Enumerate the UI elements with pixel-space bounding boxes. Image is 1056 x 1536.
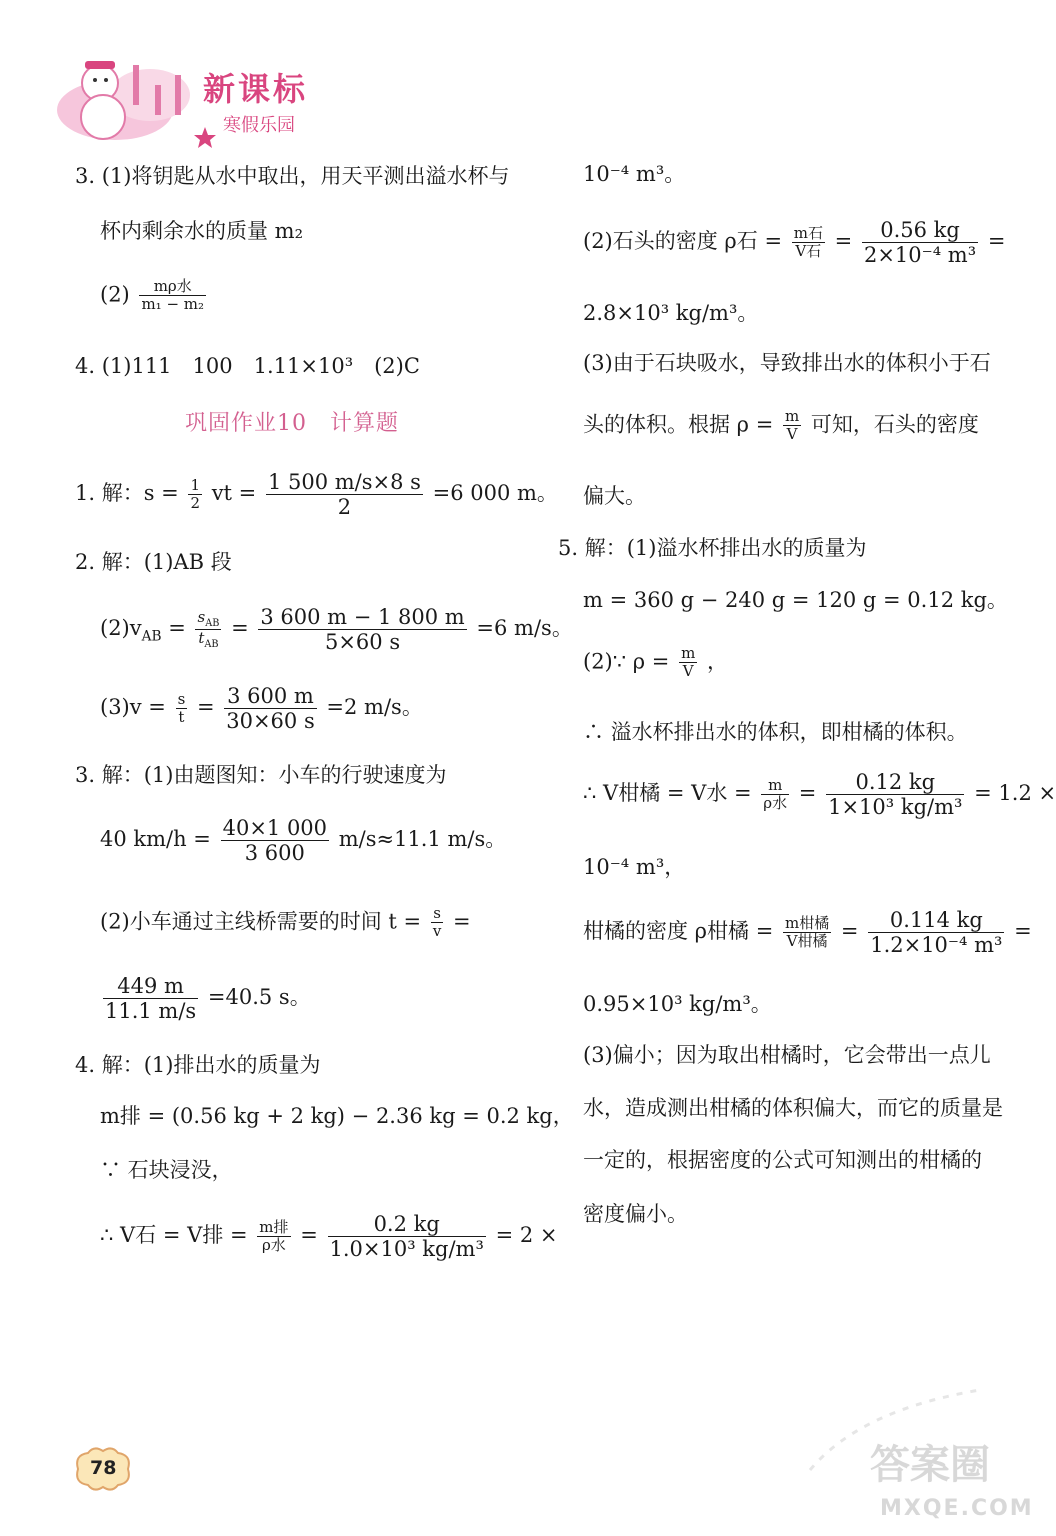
p1-half-num: 1 [190,475,200,494]
r-line11-fraction [826,770,964,819]
left-q3-line2: 杯内剩余水的质量 m₂ [100,219,304,243]
watermark-text: 答案圈 [870,1442,990,1488]
p3-line4-den: 11.1 m/s [105,999,197,1024]
p1-result: =6 000 m。 [432,481,558,506]
left-q3-line1: 3. (1)将钥匙从水中取出，用天平测出溢水杯与 [75,164,510,188]
p1-den: 2 [337,495,352,520]
logo-subtitle: 寒假乐园 [223,115,295,136]
r-line11-md-fraction [761,777,789,813]
p3-line2-num: 40×1 000 [222,816,328,840]
page-number-badge [70,1445,136,1493]
p4-line4-den: 1.0×10³ kg/m³ [329,1237,484,1262]
r-line13-result: = [1014,919,1032,944]
r-line13-num: 0.114 kg [868,908,1004,933]
watermark [800,1350,1040,1530]
r-line9-d: V [682,662,694,681]
left-p4-line2: m排 = (0.56 kg + 2 kg) − 2.36 kg = 0.2 kg， [100,1104,574,1128]
r-line5-prefix: 头的体积。根据 ρ = [583,412,774,437]
right-line16: 水，造成测出柑橘的体积偏大，而它的质量是 [583,1096,1003,1120]
p1-half-fraction [188,477,202,513]
p2-p2-tn-wrap [195,630,221,650]
left-p4-line1: 4. 解：(1)排出水的质量为 [75,1053,321,1077]
right-line4: (3)由于石块吸水，导致排出水的体积小于石 [583,351,991,375]
right-line11 [583,770,1056,819]
left-q4-line: 4. (1)111 100 1.11×10³ (2)C [75,354,420,378]
r-line9-suffix: ， [707,649,729,674]
r-line9-fraction [679,645,697,681]
p4-line4-result: = 2 × [495,1223,558,1248]
right-line18: 密度偏小。 [583,1202,688,1226]
p3-line3-prefix: (2)小车通过主线桥需要的时间 t = [100,909,422,934]
r-line2-n: m石 [793,223,823,242]
r-line2-eq: = [834,229,853,254]
r-line13-fraction [868,908,1004,957]
p3-line4-fraction [103,974,198,1023]
p4-line4-num: 0.2 kg [328,1212,486,1237]
p2-p2-tn: t [198,629,205,648]
left-p2-line1: 2. 解：(1)AB 段 [75,550,232,574]
p1-prefix: 1. 解：s = [75,481,179,506]
left-p3-line1: 3. 解：(1)由题图知：小车的行驶速度为 [75,763,447,787]
r-line13-eq: = [840,919,859,944]
p2-p3-fraction [224,684,317,733]
p2-p2-sn-sub: AB [205,617,220,629]
page-number: 78 [90,1457,117,1479]
right-line15: (3)偏小；因为取出柑橘时，它会带出一点儿 [583,1043,991,1067]
r-line2-d: V石 [795,242,822,261]
r-line2-fraction [862,218,978,267]
right-line6: 偏大。 [583,484,646,508]
p4-line4-n: m排 [259,1217,289,1236]
p3-line2-result: m/s≈11.1 m/s。 [338,827,507,852]
r-line2-den: 2×10⁻⁴ m³ [863,243,977,268]
right-line17: 一定的，根据密度的公式可知测出的柑橘的 [583,1148,982,1172]
r-line13-n: m柑橘 [784,913,830,932]
left-p1 [75,470,558,519]
r-line2-prefix: (2)石头的密度 ρ石 = [583,229,783,254]
p3-line3-eq: = [453,909,471,934]
p2-p3-s: s [177,689,186,708]
r-line11-eq: = [798,781,817,806]
p4-line4-eq: = [300,1223,318,1248]
r-line11-n: m [761,777,789,795]
r-line13-prefix: 柑橘的密度 ρ柑橘 = [583,919,774,944]
p3-line2-fraction [221,816,329,865]
right-line8: m = 360 g − 240 g = 120 g = 0.12 kg。 [583,588,1008,612]
r-line11-num: 0.12 kg [826,770,964,795]
q3-p2-num: mρ水 [139,278,206,296]
r-line11-den: 1×10³ kg/m³ [828,795,963,820]
r-line5-n: m [784,407,800,425]
r-line13-md-fraction [783,915,831,951]
left-p2-part2: $(2)v_{AB}$ = $\frac{s_{AB}}{t_{AB}}$ = $\frac{3 600 m - 1 800 m}{5\times 60 s}$ =6 m/s。 [100,605,573,655]
p2-p2-sn: s [197,607,206,626]
r-line9-prefix: (2)∵ ρ = [583,649,670,674]
right-line12: 10⁻⁴ m³， [583,855,686,879]
p1-fraction [266,470,423,519]
p4-line4-fraction [328,1212,486,1261]
p3-line4-num: 449 m [103,974,198,999]
p4-line4-d: ρ水 [261,1236,286,1255]
watermark-url: MXQE.COM [880,1496,1034,1521]
p3-line2-den: 3 600 [244,841,305,866]
p2-p2-den: 5×60 s [324,630,401,655]
p4-line4-prefix: ∴ V石 = V排 = [100,1223,248,1248]
r-line5-fraction [783,408,801,444]
q3-p2-fraction [139,278,206,314]
r-line5-suffix: 可知，石头的密度 [810,412,979,437]
p1-half-den: 2 [190,494,200,513]
left-p4-line4 [100,1212,557,1261]
p2-p3-result: =2 m/s。 [326,695,423,720]
p2-p2-tn-sub: AB [204,639,219,651]
p2-p2-prefix: (2)v [100,616,142,641]
left-p3-line3 [100,905,471,941]
r-line11-result: = 1.2 × [974,781,1056,806]
r-line9-n: m [681,644,696,662]
right-line13 [583,908,1032,957]
left-p3-line4 [100,974,311,1023]
p2-p2-sub: AB [141,628,162,645]
right-line10: ∴ 溢水杯排出水的体积，即柑橘的体积。 [583,720,968,744]
right-line5 [583,408,979,444]
right-line2 [583,218,1005,267]
p3-line3-v: v [432,922,442,941]
p1-num: 1 500 m/s×8 s [267,470,421,494]
p2-p3-t: t [178,708,185,727]
p2-p3-prefix: (3)v = [100,695,166,720]
right-line1: 10⁻⁴ m³。 [583,162,686,186]
p2-p2-sn-wrap [195,609,221,630]
p3-line2-prefix: 40 km/h = [100,827,211,852]
p2-p2-result: =6 m/s。 [476,616,573,641]
r-line2-result: = [987,229,1006,254]
r-line2-num: 0.56 kg [862,218,978,243]
r-line2-md-fraction [792,225,825,261]
right-line14: 0.95×10³ kg/m³。 [583,992,772,1016]
p2-p2-eq: = [168,616,186,641]
left-p2-part3: (3)v = $\frac{s}{t}$ = $\frac{3 600 m}{30\times 60 s}$ =2 m/s。 [100,684,423,734]
header-logo [55,55,325,145]
right-line3: 2.8×10³ kg/m³。 [583,301,759,325]
r-line13-den: 1.2×10⁻⁴ m³ [870,933,1003,958]
logo-title: 新课标 [203,70,309,108]
q3-p2-label: (2) [100,282,130,307]
p2-p3-st-fraction [176,691,188,727]
r-line11-prefix: ∴ V柑橘 = V水 = [583,781,752,806]
right-line9 [583,645,728,681]
left-p3-line2 [100,816,506,865]
p3-line3-sv-fraction [431,905,443,941]
left-q3-part2 [100,278,209,314]
q3-p2-den: m₁ − m₂ [141,295,205,314]
p2-p2-fraction [258,605,466,654]
p2-p2-sf-fraction [195,609,221,650]
p1-vt: vt = [211,481,257,506]
p2-p3-den: 30×60 s [226,709,315,734]
p3-line4-result: =40.5 s。 [207,985,311,1010]
p2-p2-num: 3 600 m − 1 800 m [260,605,465,629]
p4-line4-md-fraction [257,1219,290,1255]
section-title: 巩固作业10 计算题 [185,411,399,436]
left-p4-line3: ∵ 石块浸没， [100,1158,233,1182]
p3-line3-s: s [431,905,443,923]
r-line13-d: V柑橘 [786,932,828,951]
r-line11-d: ρ水 [763,794,788,813]
p2-p3-num: 3 600 m [224,684,317,709]
right-line7: 5. 解：(1)溢水杯排出水的质量为 [558,536,867,560]
r-line5-d: V [786,425,798,444]
